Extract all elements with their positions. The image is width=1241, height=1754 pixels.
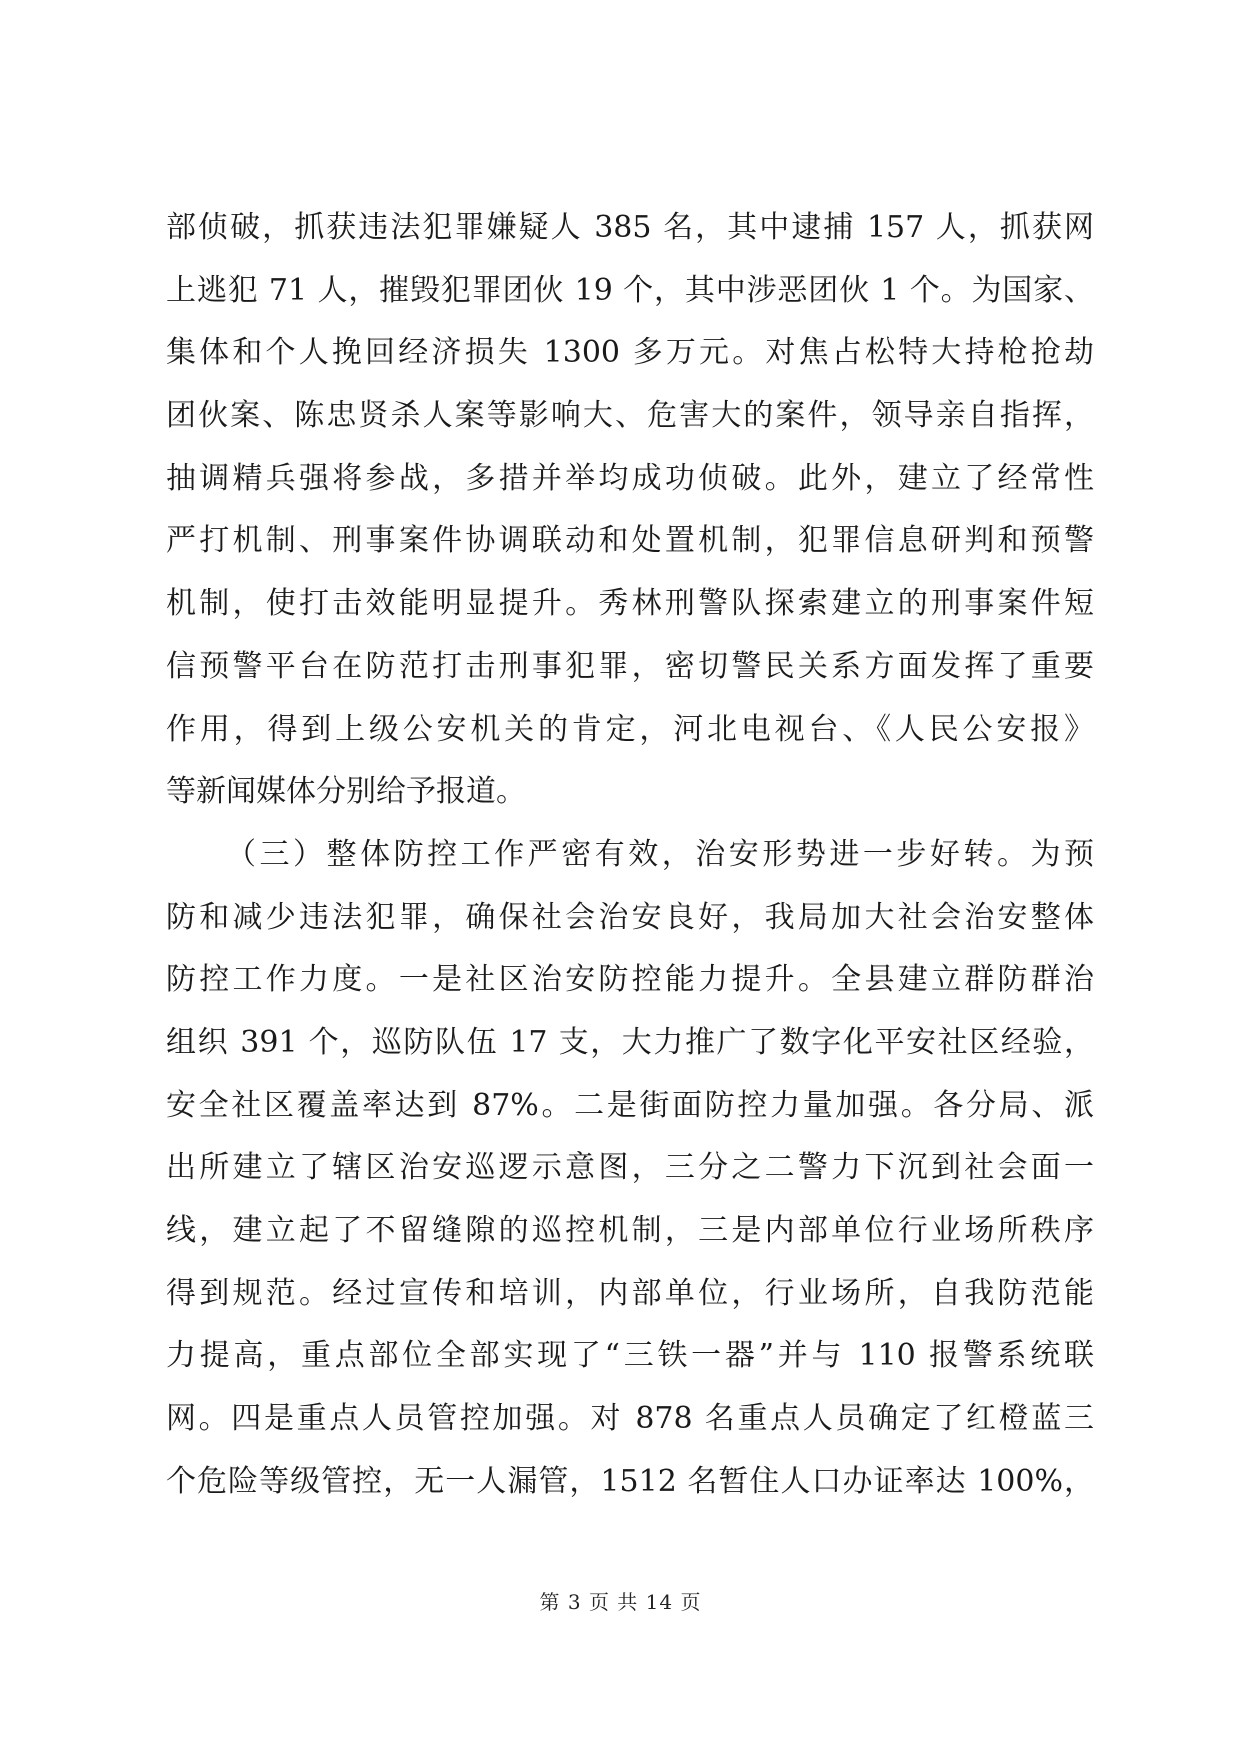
text-line: 信预警平台在防范打击刑事犯罪，密切警民关系方面发挥了重要 — [166, 648, 1094, 684]
text-line: 力提高，重点部位全部实现了“三铁一器”并与 110 报警系统联 — [166, 1338, 1094, 1374]
text-line: 团伙案、陈忠贤杀人案等影响大、危害大的案件，领导亲自指挥， — [166, 398, 1094, 434]
section-heading-line: （三）整体防控工作严密有效，治安形势进一步好转。为预 — [226, 836, 1094, 872]
text-line: 组织 391 个，巡防队伍 17 支，大力推广了数字化平安社区经验， — [166, 1024, 1094, 1060]
text-line: 个危险等级管控，无一人漏管，1512 名暂住人口办证率达 100%， — [166, 1463, 1094, 1499]
text-line: 集体和个人挽回经济损失 1300 多万元。对焦占松特大持枪抢劫 — [166, 335, 1094, 371]
page-number-footer: 第 3 页 共 14 页 — [539, 1590, 702, 1614]
text-line: 作用，得到上级公安机关的肯定，河北电视台、《人民公安报》 — [166, 711, 1094, 747]
text-line: 严打机制、刑事案件协调联动和处置机制，犯罪信息研判和预警 — [166, 523, 1094, 559]
body-text — [166, 204, 1094, 1520]
text-line: 机制，使打击效能明显提升。秀林刑警队探索建立的刑事案件短 — [166, 586, 1094, 622]
paragraph-2 — [166, 831, 1094, 1521]
text-line: 抽调精兵强将参战，多措并举均成功侦破。此外，建立了经常性 — [166, 460, 1094, 496]
text-line: 上逃犯 71 人，摧毁犯罪团伙 19 个，其中涉恶团伙 1 个。为国家、 — [166, 272, 1094, 308]
text-line: 出所建立了辖区治安巡逻示意图，三分之二警力下沉到社会面一 — [166, 1150, 1094, 1186]
paragraph-1 — [166, 204, 1094, 831]
text-line: 防和减少违法犯罪，确保社会治安良好，我局加大社会治安整体 — [166, 899, 1094, 935]
text-line: 得到规范。经过宣传和培训，内部单位，行业场所，自我防范能 — [166, 1275, 1094, 1311]
text-line: 网。四是重点人员管控加强。对 878 名重点人员确定了红橙蓝三 — [166, 1401, 1094, 1437]
text-line: 等新闻媒体分别给予报道。 — [166, 774, 526, 810]
text-line: 防控工作力度。一是社区治安防控能力提升。全县建立群防群治 — [166, 962, 1094, 998]
text-line: 部侦破，抓获违法犯罪嫌疑人 385 名，其中逮捕 157 人，抓获网 — [166, 210, 1094, 245]
text-line: 安全社区覆盖率达到 87%。二是街面防控力量加强。各分局、派 — [166, 1087, 1094, 1123]
text-line: 线，建立起了不留缝隙的巡控机制，三是内部单位行业场所秩序 — [166, 1213, 1094, 1248]
